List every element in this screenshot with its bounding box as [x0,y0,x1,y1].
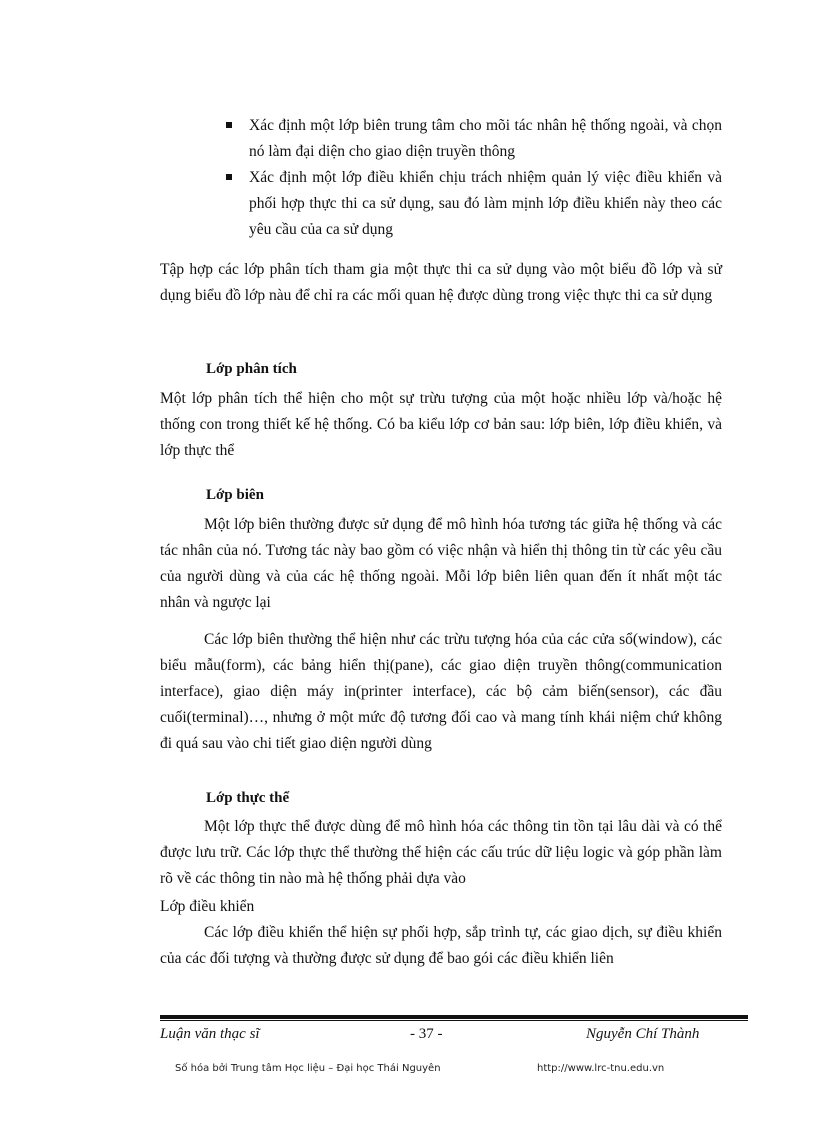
bullet-list [226,113,722,243]
boundary-class-paragraph-1: Một lớp biên thường được sử dụng để mô hình hóa tương tác giữa hệ thống và các tác nhân của nó. Tương tác này bao gồm có việc nhận và hiển thị thông tin từ các yêu cầu của người dùng và của các hệ thống ngoài. Mỗi lớp biên liên quan đến ít nhất một tác nhân và ngược lại [160,516,722,611]
bullet-item [226,113,722,165]
heading-analysis-class: Lớp phân tích [206,361,297,377]
footer-author: Nguyễn Chí Thành [586,1026,700,1042]
footer-divider-thin [160,1020,748,1021]
footer-left-text: Luận văn thạc sĩ [160,1026,260,1042]
entity-class-paragraph: Một lớp thực thể được dùng để mô hình hóa các thông tin tồn tại lâu dài và có thể được lưu trữ. Các lớp thực thể thường thể hiện các cấu trúc dữ liệu logic và góp phần làm rõ về các thông tin nào mà hệ thống phải dựa vào [160,818,722,887]
heading-boundary-class: Lớp biên [206,487,264,503]
boundary-class-paragraph-2: Các lớp biên thường thể hiện như các trừu tượng hóa của các cửa sổ(window), các biểu mẫu(form), các bảng hiển thị(pane), các giao diện truyền thông(communication interface), giao diện máy in(printer interface), các bộ cảm biến(sensor), các đầu cuối(terminal)…, nhưng ở một mức độ tương đối cao và mang tính khái niệm chứ không đi quá sau vào chi tiết giao diện người dùng [160,631,722,752]
bullet-text: Xác định một lớp điều khiển chịu trách nhiệm quản lý việc điều khiển và phối hợp thực thi ca sử dụng, sau đó làm mịnh lớp điều khiển này theo các yêu cầu của ca sử dụng [249,169,722,238]
intro-paragraph: Tập hợp các lớp phân tích tham gia một thực thi ca sử dụng vào một biểu đồ lớp và sử dụng biểu đồ lớp nàu để chỉ ra các mối quan hệ được dùng trong việc thực thi ca sử dụng [160,261,722,304]
heading-control-class: Lớp điều khiển [160,898,255,915]
scan-url: http://www.lrc-tnu.edu.vn [537,1063,665,1074]
scan-credit: Số hóa bởi Trung tâm Học liệu – Đại học Thái Nguyên [175,1063,441,1074]
heading-entity-class: Lớp thực thể [206,790,290,806]
bullet-item [226,165,722,243]
square-bullet-icon [226,122,232,128]
footer-page-number: - 37 - [410,1026,443,1042]
analysis-class-paragraph: Một lớp phân tích thể hiện cho một sự trừu tượng của một hoặc nhiều lớp và/hoặc hệ thống con trong thiết kế hệ thống. Có ba kiểu lớp cơ bản sau: lớp biên, lớp điều khiển, và lớp thực thể [160,390,722,459]
control-class-paragraph: Các lớp điều khiển thể hiện sự phối hợp, sắp trình tự, các giao dịch, sự điều khiển của các đối tượng và thường được sử dụng để bao gói các điều khiển liên [160,924,722,967]
bullet-text: Xác định một lớp biên trung tâm cho mõi tác nhân hệ thống ngoài, và chọn nó làm đại diện cho giao diện truyền thông [249,117,722,160]
footer-divider [160,1015,748,1019]
square-bullet-icon [226,174,232,180]
